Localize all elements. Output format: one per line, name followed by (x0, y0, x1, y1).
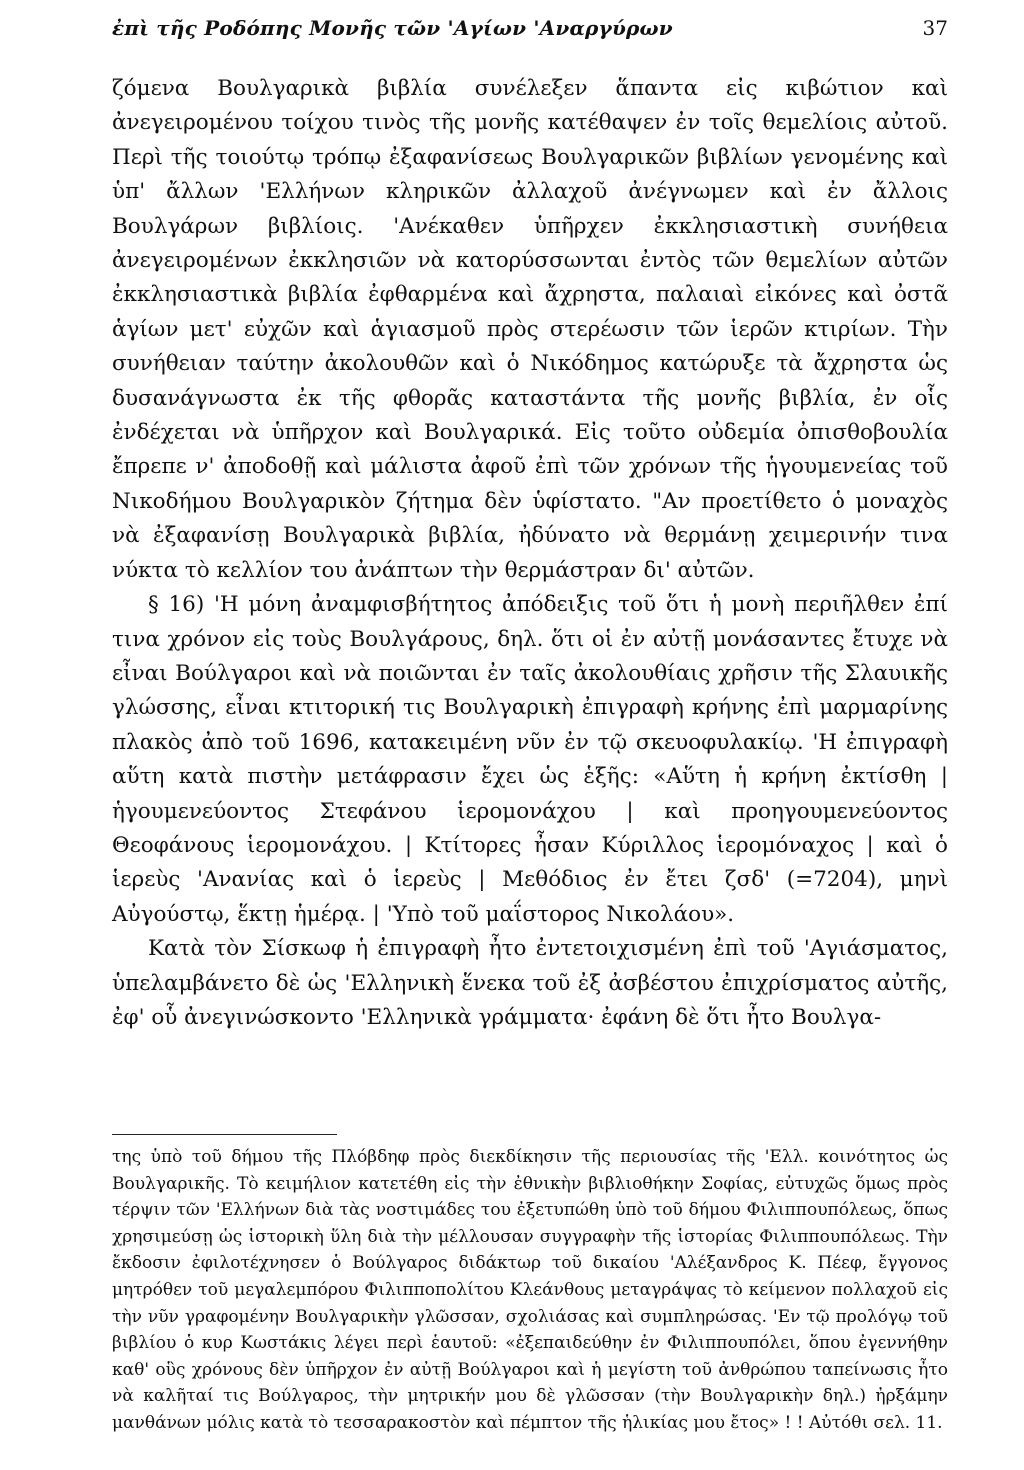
paragraph-siskov: Κατὰ τὸν Σίσκωφ ἡ ἐπιγραφὴ ἦτο ἐντετοιχισμένη ἐπὶ τοῦ 'Αγιάσματος, ὑπελαμβάνετο δὲ ὡς 'Ελληνικὴ ἕνεκα τοῦ ἐξ ἀσβέστου ἐπιχρίσματος αὐτῆς, ἐφ' οὗ ἀνεγινώσκοντο 'Ελληνικὰ γράμματα· ἐφάνη δὲ ὅτι ἦτο Βουλγα- (112, 936, 948, 1030)
paragraph-section-16: § 16) 'Η μόνη ἀναμφισβήτητος ἀπόδειξις τοῦ ὅτι ἡ μονὴ περιῆλθεν ἐπί τινα χρόνον εἰς τοὺς Βουλγάρους, δηλ. ὅτι οἱ ἐν αὐτῇ μονάσαντες ἔτυχε νὰ εἶναι Βούλγαροι καὶ νὰ ποιῶνται ἐν ταῖς ἀκολουθίαις χρῆσιν τῆς Σλαυικῆς γλώσσης, εἶναι κτιτορική τις Βουλγαρικὴ ἐπιγραφὴ κρήνης ἐπὶ μαρμαρίνης πλακὸς ἀπὸ τοῦ 1696, κατακειμένη νῦν ἐν τῷ σκευοφυλακίῳ. 'Η ἐπιγραφὴ αὕτη κατὰ πιστὴν μετάφρασιν ἔχει ὡς ἑξῆς: «Αὕτη ἡ κρήνη ἐκτίσθη | ἡγουμενεύοντος Στεφάνου ἱερομονάχου | καὶ προηγουμενεύοντος Θεοφάνους ἱερομονάχου. | Κτίτορες ἦσαν Κύριλλος ἱερομόναχος | καὶ ὁ ἱερεὺς 'Ανανίας καὶ ὁ ἱερεὺς | Μεθόδιος ἐν ἔτει ζσδ' (=7204), μηνὶ Αὐγούστῳ, ἕκτῃ ἡμέρᾳ. | 'Υπὸ τοῦ μαΐστορος Νικολάου». (112, 592, 948, 927)
running-head (112, 16, 948, 46)
footnote: της ὑπὸ τοῦ δήμου τῆς Πλόβδηφ πρὸς διεκδίκησιν τῆς περιουσίας τῆς 'Ελλ. κοινότητος ὡς Βουλγαρικῆς. Τὸ κειμήλιον κατετέθη εἰς τὴν ἐθνικὴν βιβλιοθήκην Σοφίας, εὐτυχῶς ὅμως πρὸς τέρψιν τῶν 'Ελλήνων διὰ τὰς νοστιμάδες του ἐξετυπώθη ὑπὸ τοῦ δήμου Φιλιππουπόλεως, ὅπως χρησιμεύσῃ ὡς ἱστορικὴ ὕλη διὰ τὴν μέλλουσαν συγγραφὴν τῆς ἱστορίας Φιλιππουπόλεως. Τὴν ἔκδοσιν ἐφιλοτέχνησεν ὁ Βούλγαρος διδάκτωρ τοῦ δικαίου 'Αλέξανδρος Κ. Πέεφ, ἔγγονος μητρόθεν τοῦ μεγαλεμπόρου Φιλιπποπολίτου Κλεάνθους μεταγράψας τὸ κείμενον πολλαχοῦ εἰς τὴν νῦν γραφομένην Βουλγαρικὴν γλῶσσαν, σχολιάσας καὶ συμπληρώσας. 'Εν τῷ προλόγῳ τοῦ βιβλίου ὁ κυρ Κωστάκις λέγει περὶ ἑαυτοῦ: «ἐξεπαιδεύθην ἐν Φιλιππουπόλει, ὅπου ἐγεννήθην καθ' οὓς χρόνους δὲν ὑπῆρχον ἐν αὐτῇ Βούλγαροι καὶ ἡ μεγίστη τοῦ ἀνθρώπου ταπείνωσις ἦτο νὰ καλῆταί τις Βούλγαρος, τὴν μητρικήν μου δὲ γλῶσσαν (τὴν Βουλγαρικὴν δηλ.) ἠρξάμην μανθάνων μόλις κατὰ τὸ τεσσαρακοστὸν καὶ πέμπτον τῆς ἡλικίας μου ἔτος» ! ! Αὐτόθι σελ. 11. (112, 1147, 948, 1433)
paragraph-continued: ζόμενα Βουλγαρικὰ βιβλία συνέλεξεν ἅπαντα εἰς κιβώτιον καὶ ἀνεγειρομένου τοίχου τινὸς τῆς μονῆς κατέθαψεν ἐν τοῖς θεμελίοις αὐτοῦ. Περὶ τῆς τοιούτῳ τρόπῳ ἐξαφανίσεως Βουλγαρικῶν βιβλίων γενομένης καὶ ὑπ' ἄλλων 'Ελλήνων κληρικῶν ἀλλαχοῦ ἀνέγνωμεν καὶ ἐν ἄλλοις Βουλγάρων βιβλίοις. 'Ανέκαθεν ὑπῆρχεν ἐκκλησιαστικὴ συνήθεια ἀνεγειρομένων ἐκκλησιῶν νὰ κατορύσσωνται ἐντὸς τῶν θεμελίων αὐτῶν ἐκκλησιαστικὰ βιβλία ἐφθαρμένα καὶ ἄχρηστα, παλαιαὶ εἰκόνες καὶ ὀστᾶ ἁγίων μετ' εὐχῶν καὶ ἁγιασμοῦ πρὸς στερέωσιν τῶν ἱερῶν κτιρίων. Τὴν συνήθειαν ταύτην ἀκολουθῶν καὶ ὁ Νικόδημος κατώρυξε τὰ ἄχρηστα ὡς δυσανάγνωστα ἐκ τῆς φθορᾶς καταστάντα τῆς μονῆς βιβλία, ἐν οἷς ἐνδέχεται νὰ ὑπῆρχον καὶ Βουλγαρικά. Εἰς τοῦτο οὐδεμία ὀπισθοβουλία ἔπρεπε ν' ἀποδοθῇ καὶ μάλιστα ἀφοῦ ἐπὶ τῶν χρόνων τῆς ἡγουμενείας τοῦ Νικοδήμου Βουλγαρικὸν ζήτημα δὲν ὑφίστατο. "Αν προετίθετο ὁ μοναχὸς νὰ ἐξαφανίσῃ Βουλγαρικὰ βιβλία, ἠδύνατο νὰ θερμάνῃ χειμερινήν τινα νύκτα τὸ κελλίον του ἀνάπτων τὴν θερμάστραν δι' αὐτῶν. (112, 76, 948, 583)
footnote-rule (112, 1134, 337, 1135)
running-title: ἐπὶ τῆς Ροδόπης Μονῆς τῶν 'Αγίων 'Αναργύρων (112, 16, 673, 40)
page-number: 37 (922, 16, 948, 40)
main-text (112, 72, 948, 1035)
